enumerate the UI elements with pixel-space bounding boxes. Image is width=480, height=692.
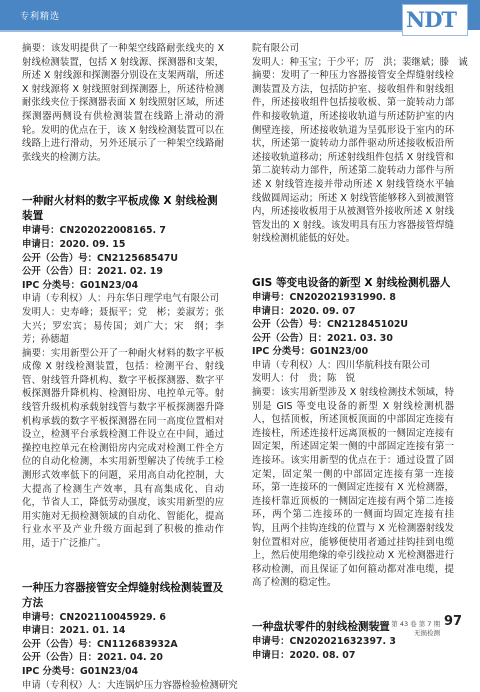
pub-no-1: 公开（公告）号：CN212568547U	[22, 252, 179, 264]
inventors-3: 发明人：付 贵；陈 锐	[252, 373, 356, 385]
app-date-2: 申请日：2021. 01. 14	[22, 625, 126, 637]
abstract-3: 摘要：该实用新型涉及 X 射线检测技术领域，特别是 GIS 等变电设备的新型 X 射线检测机器人，包括顶板，所述顶板顶面的中部固定连接有连接柱，所述连接杆远离顶板的一侧固定连接有固定架，所述固定架一侧的中部固定连接有第一连接环。该实用新型的优点在于：通过设置了固定架，固定架一侧的中部固定连接有第一连接环，第一连接环的一侧固定连接有 X 光检测器，连接杆靠近顶板的一侧固定连接有两个第二连接环，两个第二连接环的一侧面均固定连接有挂钩，且两个挂钩连线的位置与 X 光检测器射线发射位置相对应，能够便使用者通过挂钩挂到电缆上，然后使用绝缘的牵引线拉动 X 光检测器进行移动检测，而且保证了如何箍动都对准电缆，提高了检测的稳定性。	[252, 387, 454, 589]
left-column	[22, 42, 238, 692]
footer-info	[330, 620, 440, 638]
patent-title-3: GIS 等变电设备的新型 X 射线检测机器人	[252, 276, 451, 289]
patent-title-1: 一种耐火材料的数字平板成像 X 射线检测装置	[22, 195, 218, 223]
page-number: 97	[444, 614, 463, 629]
ipc-2: IPC 分类号：G01N23/04	[22, 665, 139, 677]
app-date-4: 申请日：2020. 08. 07	[252, 649, 356, 661]
abstract-1: 摘要：实用新型公开了一种耐火材料的数字平板成像 X 射线检测装置，包括：检测平台、射线管、射线管升降机构、数字平板探测器、数字平板探测器升降机构、检测铅房、电控单元等。射线管升级机构承载射线管与数字平板探测器升降机构承载的数字平板探测器在同一高度位置相对设立，检测平台承载检测工件设立在中间，通过操控电控单元在检测铅房内完成对检测工件全方位的自动化检测，本实用新型解决了传统手工检测形式效率低下的问题，采用高自动化控制，大大提高了检测生产效率，具有高集成化、自动化，节省人工，降低劳动强度，该实用新型的应用实施对无损检测领域的自动化、智能化，提高行业水平及产业升级方面起到了积极的推动作用，适于广泛推广。	[22, 347, 224, 549]
journal-logo	[402, 4, 468, 36]
app-date-1: 申请日：2020. 09. 15	[22, 238, 126, 250]
inventors-1: 发明人：史寿峰；聂振平；党 彬；姜淑芳；张大兴；罗宏宾；易传国；刘广大；宋 纲；李 芳；孙德超	[22, 306, 234, 346]
intro-abstract: 摘要：该发明提供了一种架空线路耐张线夹的 X 射线检测装置，包括 X 射线源、探测器和支架，所述 X 射线源和探测器分别设在支架两端，所述 X 射线源将 X 射线照射到探测器上，所述待检测耐张线夹位于探测器表面 X 射线照射区域，所述探测器两侧设有供检测装置在线路上滑动的滑轮。发明的优点在于，该 X 射线检测装置可以在线路上进行滑动，另外还展示了一种架空线路耐张线夹的检测方法。	[22, 43, 224, 163]
app-no-1: 申请号：CN202022008165. 7	[22, 225, 166, 237]
app-no-3: 申请号：CN202021931990. 8	[252, 291, 396, 303]
right-column	[252, 42, 468, 662]
issue-info: 2021 年 第 43 卷 第 7 期	[364, 620, 440, 628]
section-label: 专利精选	[20, 12, 61, 22]
logo-text: NDT	[406, 7, 457, 32]
journal-name: 无损检测	[414, 629, 440, 637]
pub-date-2: 公开（公告）日：2021. 04. 20	[22, 652, 163, 664]
patent-title-2: 一种压力容器接管安全焊缝射线检测装置及方法	[22, 581, 224, 609]
applicant-2-tail: 院有限公司	[252, 43, 299, 54]
app-date-3: 申请日：2020. 09. 07	[252, 305, 356, 317]
applicant-1: 申请（专利权）人：丹东华日理学电气有限公司	[22, 293, 219, 305]
pub-date-3: 公开（公告）日：2021. 03. 30	[252, 332, 393, 344]
ipc-3: IPC 分类号：G01N23/00	[252, 346, 369, 358]
inventors-2: 发明人：种玉宝；于少平；厉 洪；裴继斌；滕 诚	[252, 56, 468, 68]
pub-no-3: 公开（公告）号：CN212845102U	[252, 319, 409, 331]
header-rule	[0, 30, 402, 32]
pub-date-1: 公开（公告）日：2021. 02. 19	[22, 266, 163, 278]
applicant-3: 申请（专利权）人：四川华航科技有限公司	[252, 359, 431, 371]
applicant-2: 申请（专利权）人：大连锅炉压力容器检验检测研究	[22, 679, 238, 691]
patent-title-4: 一种盘状零件的射线检测装置	[252, 620, 390, 633]
pub-no-2: 公开（公告）号：CN112683932A	[22, 638, 178, 650]
abstract-2: 摘要：发明了一种压力容器接管安全焊缝射线检测装置及方法，包括防护室、接收组件和射线组件，所述接收组件包括接收板、第一旋转动力部件和接收轨道，所述接收轨道与所述防护室的内侧壁连接，所述接收轨道为呈弧形设于室内的环状，所述第一旋转动力部件驱动所述接收板沿所述接收轨道移动；所述射线组件包括 X 射线管和第二旋转动力部件，所述第二旋转动力部件与所述 X 射线管连接并带动所述 X 射线管绕水平轴线做圆周运动；所述 X 射线管能够移入到被测管内，所述接收板用于从被测管外接收所述 X 射线管发出的 X 射线。该发明具有压力容器接管焊缝射线检测机能低的好处。	[252, 70, 454, 245]
app-no-2: 申请号：CN202110045929. 6	[22, 611, 166, 623]
app-no-4: 申请号：CN202021632397. 3	[252, 635, 396, 647]
ipc-1: IPC 分类号：G01N23/04	[22, 279, 139, 291]
